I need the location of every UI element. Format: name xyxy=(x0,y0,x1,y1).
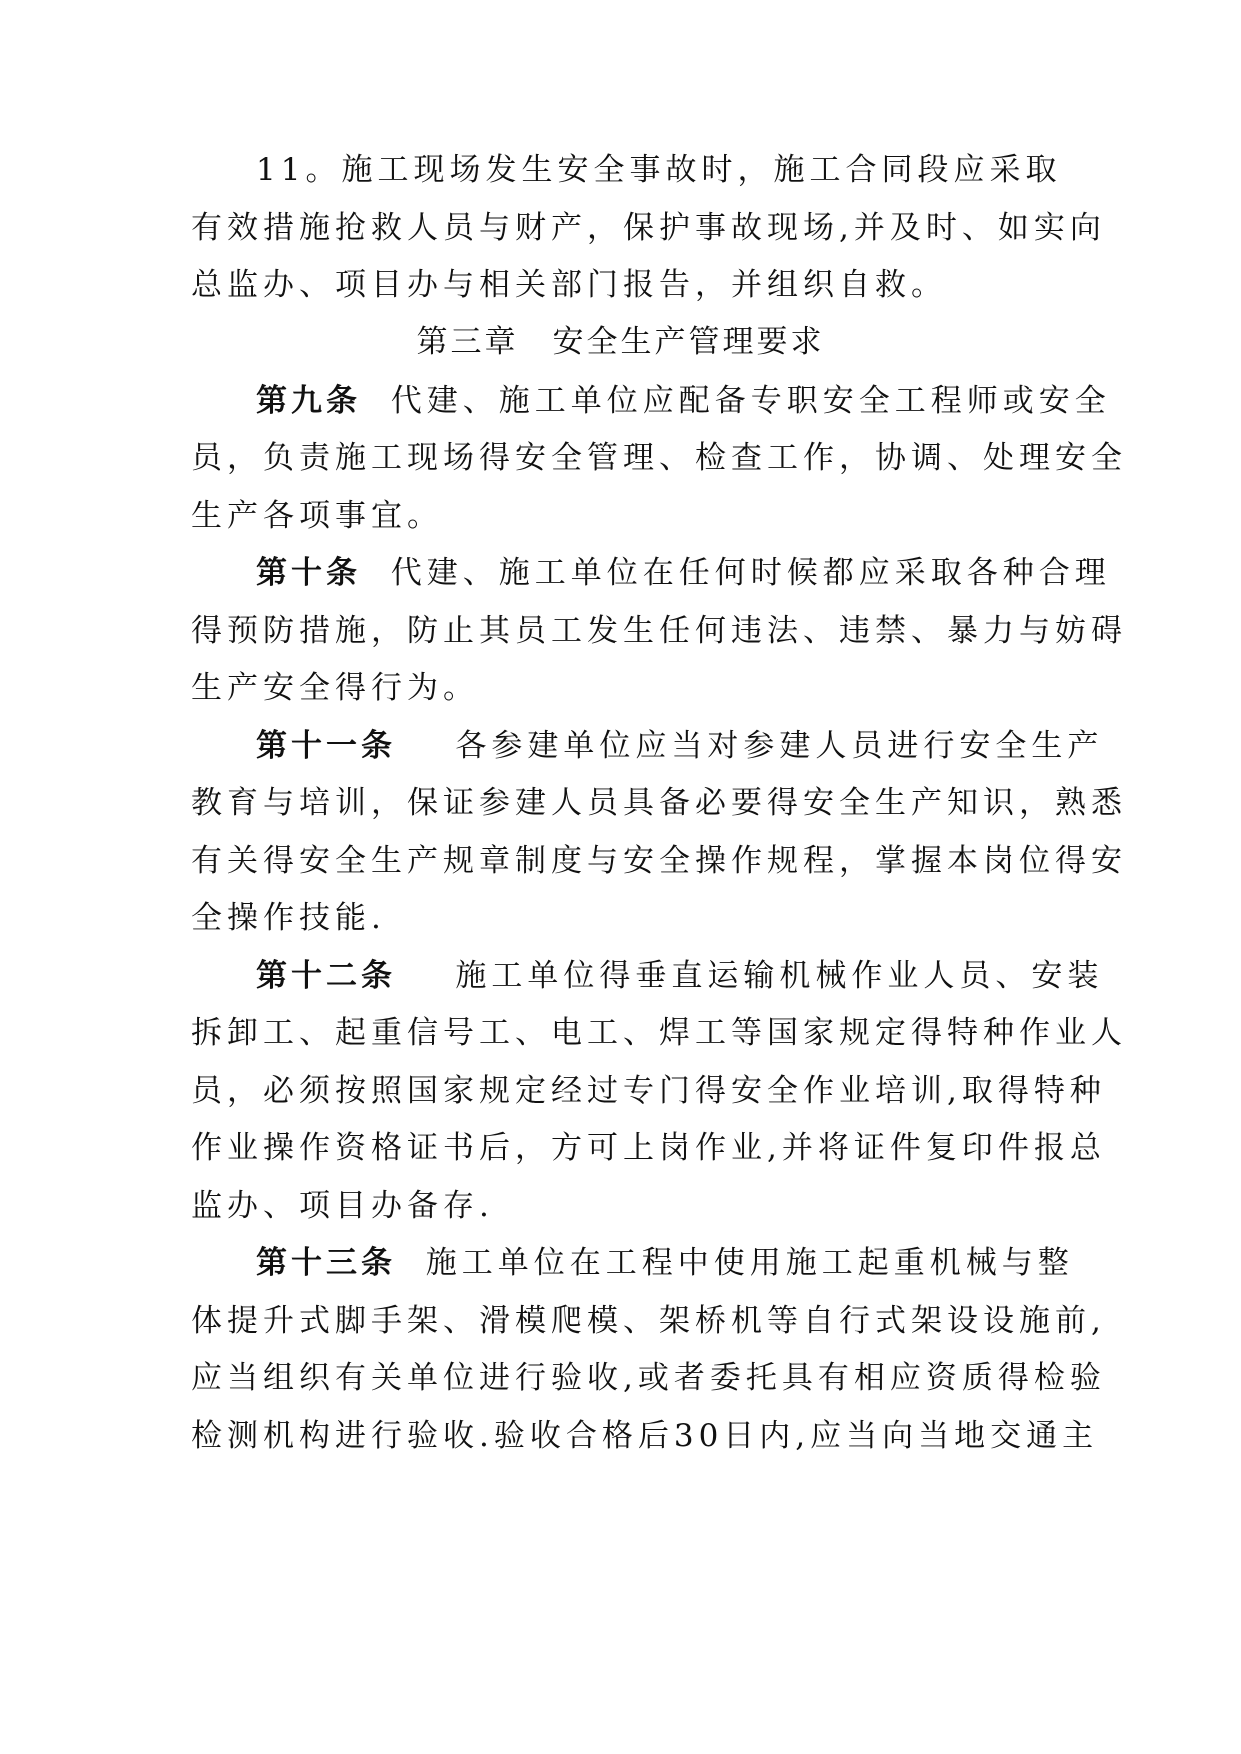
item-11-line-2: 有效措施抢救人员与财产，保护事故现场,并及时、如实向 xyxy=(191,210,1106,246)
article-11-text: 各参建单位应当对参建人员进行安全生产 xyxy=(396,728,1104,764)
article-12-line-2: 拆卸工、起重信号工、电工、焊工等国家规定得特种作业人 xyxy=(191,1015,1127,1051)
article-13-line-3: 应当组织有关单位进行验收,或者委托具有相应资质得检验 xyxy=(191,1360,1106,1396)
article-12-title: 第十二条 xyxy=(256,958,396,994)
article-12-text: 施工单位得垂直运输机械作业人员、安装 xyxy=(396,958,1104,994)
article-13-line-1 xyxy=(256,1243,1074,1283)
article-13-line-4: 检测机构进行验收.验收合格后30日内,应当向当地交通主 xyxy=(191,1418,1099,1454)
article-9-line-3: 生产各项事宜。 xyxy=(191,498,443,534)
article-10-title: 第十条 xyxy=(256,555,361,591)
article-13-text: 施工单位在工程中使用施工起重机械与整 xyxy=(396,1245,1074,1281)
article-11-line-2: 教育与培训，保证参建人员具备必要得安全生产知识，熟悉 xyxy=(191,785,1127,821)
article-12-line-3: 员，必须按照国家规定经过专门得安全作业培训,取得特种 xyxy=(191,1073,1106,1109)
article-9-line-2: 员，负责施工现场得安全管理、检查工作，协调、处理安全 xyxy=(191,440,1127,476)
article-11-line-1 xyxy=(256,726,1103,766)
article-10-line-3: 生产安全得行为。 xyxy=(191,670,479,706)
article-13-line-2: 体提升式脚手架、滑模爬模、架桥机等自行式架设设施前, xyxy=(191,1303,1106,1339)
article-10-line-1 xyxy=(256,553,1111,593)
article-11-title: 第十一条 xyxy=(256,728,396,764)
article-10-text: 代建、施工单位在任何时候都应采取各种合理 xyxy=(361,555,1111,591)
chapter-heading: 第三章 安全生产管理要求 xyxy=(416,324,825,360)
item-11-line-1: 11。施工现场发生安全事故时，施工合同段应采取 xyxy=(256,152,1062,188)
article-11-line-3: 有关得安全生产规章制度与安全操作规程，掌握本岗位得安 xyxy=(191,843,1127,879)
article-10-line-2: 得预防措施，防止其员工发生任何违法、违禁、暴力与妨碍 xyxy=(191,613,1127,649)
article-12-line-5: 监办、项目办备存. xyxy=(191,1188,494,1224)
article-9-title: 第九条 xyxy=(256,383,361,419)
article-12-line-1 xyxy=(256,956,1103,996)
article-9-text: 代建、施工单位应配备专职安全工程师或安全 xyxy=(361,383,1111,419)
article-11-line-4: 全操作技能. xyxy=(191,900,386,936)
item-11-line-3: 总监办、项目办与相关部门报告，并组织自救。 xyxy=(191,267,947,303)
article-13-title: 第十三条 xyxy=(256,1245,396,1281)
article-9-line-1 xyxy=(256,381,1111,421)
article-12-line-4: 作业操作资格证书后，方可上岗作业,并将证件复印件报总 xyxy=(191,1130,1106,1166)
